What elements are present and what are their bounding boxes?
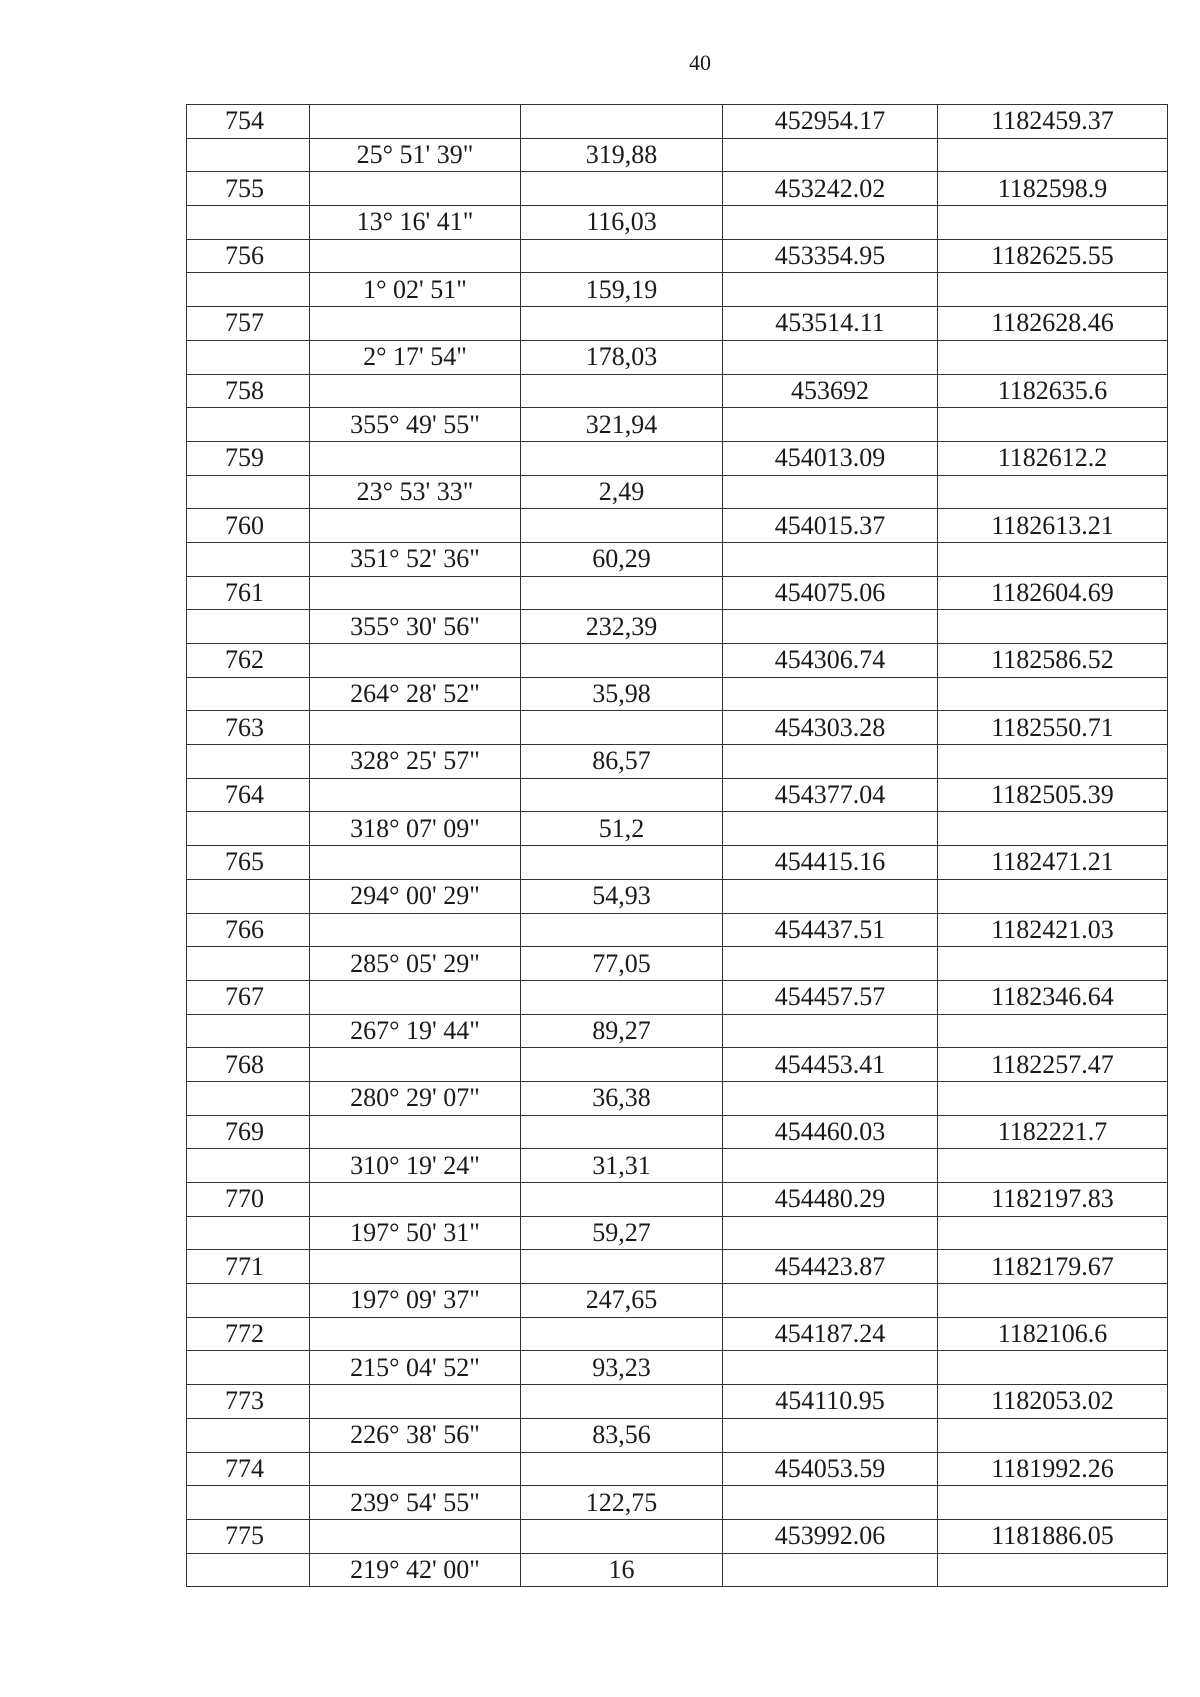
distance-cell [521,374,723,408]
x-coordinate-cell: 454437.51 [723,913,938,947]
point-number-cell: 756 [187,239,310,273]
point-number-cell: 759 [187,441,310,475]
x-coordinate-cell: 454013.09 [723,441,938,475]
segment-row [187,745,1168,779]
y-coordinate-cell: 1182586.52 [938,644,1168,678]
direction-angle-cell: 23° 53' 33" [310,475,521,509]
y-coordinate-cell [938,1418,1168,1452]
distance-cell: 54,93 [521,879,723,913]
x-coordinate-cell [723,879,938,913]
y-coordinate-cell: 1182179.67 [938,1250,1168,1284]
distance-cell [521,1250,723,1284]
direction-angle-cell [310,1317,521,1351]
point-number-cell: 772 [187,1317,310,1351]
segment-row [187,1553,1168,1587]
segment-row [187,677,1168,711]
x-coordinate-cell [723,610,938,644]
direction-angle-cell [310,239,521,273]
x-coordinate-cell [723,408,938,442]
direction-angle-cell [310,1048,521,1082]
direction-angle-cell: 355° 49' 55" [310,408,521,442]
x-coordinate-cell [723,273,938,307]
distance-cell [521,105,723,139]
x-coordinate-cell [723,138,938,172]
direction-angle-cell [310,1519,521,1553]
y-coordinate-cell [938,542,1168,576]
point-number-cell: 770 [187,1183,310,1217]
distance-cell [521,509,723,543]
direction-angle-cell [310,307,521,341]
direction-angle-cell: 294° 00' 29" [310,879,521,913]
y-coordinate-cell [938,475,1168,509]
point-number-cell [187,273,310,307]
point-number-cell [187,138,310,172]
point-number-cell [187,1284,310,1318]
point-row [187,778,1168,812]
y-coordinate-cell: 1182257.47 [938,1048,1168,1082]
y-coordinate-cell: 1182106.6 [938,1317,1168,1351]
distance-cell [521,441,723,475]
y-coordinate-cell: 1182346.64 [938,980,1168,1014]
direction-angle-cell [310,644,521,678]
point-number-cell: 769 [187,1115,310,1149]
point-number-cell [187,206,310,240]
direction-angle-cell: 280° 29' 07" [310,1081,521,1115]
y-coordinate-cell [938,1553,1168,1587]
distance-cell: 36,38 [521,1081,723,1115]
direction-angle-cell [310,105,521,139]
distance-cell: 178,03 [521,340,723,374]
point-number-cell [187,1553,310,1587]
point-number-cell [187,340,310,374]
point-row [187,307,1168,341]
x-coordinate-cell: 453354.95 [723,239,938,273]
x-coordinate-cell: 454075.06 [723,576,938,610]
direction-angle-cell: 13° 16' 41" [310,206,521,240]
direction-angle-cell: 318° 07' 09" [310,812,521,846]
segment-row [187,610,1168,644]
distance-cell [521,980,723,1014]
point-number-cell: 762 [187,644,310,678]
segment-row [187,879,1168,913]
distance-cell: 116,03 [521,206,723,240]
direction-angle-cell: 267° 19' 44" [310,1014,521,1048]
y-coordinate-cell [938,1486,1168,1520]
point-number-cell [187,1418,310,1452]
distance-cell [521,778,723,812]
x-coordinate-cell [723,1351,938,1385]
distance-cell [521,576,723,610]
segment-row [187,273,1168,307]
y-coordinate-cell [938,812,1168,846]
point-row [187,644,1168,678]
distance-cell: 93,23 [521,1351,723,1385]
x-coordinate-cell: 453692 [723,374,938,408]
y-coordinate-cell: 1181886.05 [938,1519,1168,1553]
y-coordinate-cell [938,1284,1168,1318]
segment-row [187,1014,1168,1048]
y-coordinate-cell: 1182635.6 [938,374,1168,408]
x-coordinate-cell: 454306.74 [723,644,938,678]
distance-cell: 159,19 [521,273,723,307]
y-coordinate-cell: 1182604.69 [938,576,1168,610]
y-coordinate-cell: 1182598.9 [938,172,1168,206]
distance-cell: 16 [521,1553,723,1587]
point-number-cell [187,1486,310,1520]
x-coordinate-cell [723,1284,938,1318]
direction-angle-cell: 264° 28' 52" [310,677,521,711]
x-coordinate-cell: 454303.28 [723,711,938,745]
distance-cell [521,307,723,341]
x-coordinate-cell [723,812,938,846]
x-coordinate-cell [723,1216,938,1250]
segment-row [187,138,1168,172]
point-number-cell [187,745,310,779]
direction-angle-cell: 285° 05' 29" [310,947,521,981]
y-coordinate-cell [938,1351,1168,1385]
segment-row [187,812,1168,846]
y-coordinate-cell: 1182612.2 [938,441,1168,475]
x-coordinate-cell: 454457.57 [723,980,938,1014]
y-coordinate-cell [938,408,1168,442]
point-number-cell: 757 [187,307,310,341]
point-number-cell: 767 [187,980,310,1014]
segment-row [187,1149,1168,1183]
y-coordinate-cell [938,610,1168,644]
point-row [187,1519,1168,1553]
y-coordinate-cell [938,879,1168,913]
point-number-cell: 766 [187,913,310,947]
y-coordinate-cell [938,1216,1168,1250]
point-number-cell [187,1351,310,1385]
point-number-cell: 760 [187,509,310,543]
point-number-cell [187,610,310,644]
direction-angle-cell [310,1385,521,1419]
point-row [187,172,1168,206]
distance-cell [521,1452,723,1486]
segment-row [187,947,1168,981]
y-coordinate-cell: 1182221.7 [938,1115,1168,1149]
y-coordinate-cell: 1181992.26 [938,1452,1168,1486]
x-coordinate-cell: 453514.11 [723,307,938,341]
point-row [187,509,1168,543]
point-number-cell [187,1081,310,1115]
point-number-cell [187,677,310,711]
direction-angle-cell [310,778,521,812]
point-row [187,239,1168,273]
y-coordinate-cell: 1182053.02 [938,1385,1168,1419]
direction-angle-cell: 25° 51' 39" [310,138,521,172]
direction-angle-cell: 351° 52' 36" [310,542,521,576]
point-number-cell [187,947,310,981]
distance-cell [521,846,723,880]
direction-angle-cell [310,980,521,1014]
x-coordinate-cell [723,206,938,240]
x-coordinate-cell [723,1081,938,1115]
direction-angle-cell [310,1115,521,1149]
direction-angle-cell: 1° 02' 51" [310,273,521,307]
point-row [187,1250,1168,1284]
direction-angle-cell [310,509,521,543]
point-number-cell: 765 [187,846,310,880]
x-coordinate-cell: 452954.17 [723,105,938,139]
point-row [187,980,1168,1014]
distance-cell [521,1183,723,1217]
x-coordinate-cell: 454110.95 [723,1385,938,1419]
point-number-cell: 774 [187,1452,310,1486]
point-number-cell [187,879,310,913]
segment-row [187,1351,1168,1385]
point-number-cell: 773 [187,1385,310,1419]
direction-angle-cell: 226° 38' 56" [310,1418,521,1452]
segment-row [187,475,1168,509]
distance-cell [521,172,723,206]
point-row [187,1385,1168,1419]
direction-angle-cell [310,441,521,475]
y-coordinate-cell: 1182613.21 [938,509,1168,543]
x-coordinate-cell: 454415.16 [723,846,938,880]
distance-cell: 232,39 [521,610,723,644]
x-coordinate-cell: 454460.03 [723,1115,938,1149]
x-coordinate-cell [723,677,938,711]
direction-angle-cell [310,374,521,408]
segment-row [187,542,1168,576]
direction-angle-cell [310,1250,521,1284]
x-coordinate-cell: 453242.02 [723,172,938,206]
distance-cell [521,913,723,947]
distance-cell: 89,27 [521,1014,723,1048]
x-coordinate-cell: 454053.59 [723,1452,938,1486]
x-coordinate-cell [723,1014,938,1048]
distance-cell [521,1115,723,1149]
x-coordinate-cell [723,947,938,981]
direction-angle-cell: 355° 30' 56" [310,610,521,644]
point-number-cell [187,475,310,509]
direction-angle-cell [310,576,521,610]
point-number-cell: 771 [187,1250,310,1284]
direction-angle-cell [310,913,521,947]
direction-angle-cell: 197° 09' 37" [310,1284,521,1318]
x-coordinate-cell: 453992.06 [723,1519,938,1553]
x-coordinate-cell: 454377.04 [723,778,938,812]
direction-angle-cell [310,1183,521,1217]
y-coordinate-cell: 1182505.39 [938,778,1168,812]
y-coordinate-cell: 1182628.46 [938,307,1168,341]
x-coordinate-cell [723,1486,938,1520]
distance-cell: 51,2 [521,812,723,846]
x-coordinate-cell [723,1553,938,1587]
direction-angle-cell: 197° 50' 31" [310,1216,521,1250]
direction-angle-cell: 310° 19' 24" [310,1149,521,1183]
coordinates-table [186,104,1168,1587]
direction-angle-cell: 239° 54' 55" [310,1486,521,1520]
direction-angle-cell: 2° 17' 54" [310,340,521,374]
distance-cell: 83,56 [521,1418,723,1452]
point-row [187,913,1168,947]
direction-angle-cell [310,1452,521,1486]
segment-row [187,408,1168,442]
point-number-cell: 755 [187,172,310,206]
point-row [187,711,1168,745]
distance-cell: 122,75 [521,1486,723,1520]
distance-cell [521,1519,723,1553]
point-number-cell: 768 [187,1048,310,1082]
x-coordinate-cell: 454015.37 [723,509,938,543]
segment-row [187,340,1168,374]
point-number-cell [187,1216,310,1250]
point-row [187,105,1168,139]
y-coordinate-cell: 1182550.71 [938,711,1168,745]
x-coordinate-cell [723,1418,938,1452]
distance-cell: 35,98 [521,677,723,711]
point-number-cell [187,408,310,442]
segment-row [187,1216,1168,1250]
distance-cell [521,1048,723,1082]
segment-row [187,1081,1168,1115]
distance-cell [521,1317,723,1351]
distance-cell: 86,57 [521,745,723,779]
distance-cell: 59,27 [521,1216,723,1250]
x-coordinate-cell: 454453.41 [723,1048,938,1082]
x-coordinate-cell [723,745,938,779]
point-number-cell: 764 [187,778,310,812]
x-coordinate-cell [723,475,938,509]
x-coordinate-cell: 454423.87 [723,1250,938,1284]
direction-angle-cell: 328° 25' 57" [310,745,521,779]
y-coordinate-cell: 1182459.37 [938,105,1168,139]
distance-cell [521,239,723,273]
point-number-cell: 761 [187,576,310,610]
point-row [187,374,1168,408]
x-coordinate-cell: 454480.29 [723,1183,938,1217]
y-coordinate-cell [938,1081,1168,1115]
point-row [187,1452,1168,1486]
x-coordinate-cell [723,1149,938,1183]
distance-cell: 319,88 [521,138,723,172]
y-coordinate-cell [938,745,1168,779]
point-number-cell [187,1014,310,1048]
point-row [187,1048,1168,1082]
coordinates-table-body [187,105,1168,1587]
x-coordinate-cell [723,542,938,576]
direction-angle-cell: 215° 04' 52" [310,1351,521,1385]
y-coordinate-cell [938,206,1168,240]
y-coordinate-cell: 1182197.83 [938,1183,1168,1217]
y-coordinate-cell [938,273,1168,307]
point-number-cell: 775 [187,1519,310,1553]
distance-cell: 321,94 [521,408,723,442]
point-number-cell [187,542,310,576]
point-row [187,1183,1168,1217]
segment-row [187,1418,1168,1452]
y-coordinate-cell [938,1149,1168,1183]
direction-angle-cell [310,711,521,745]
y-coordinate-cell [938,947,1168,981]
segment-row [187,1486,1168,1520]
distance-cell: 247,65 [521,1284,723,1318]
point-number-cell: 758 [187,374,310,408]
distance-cell: 60,29 [521,542,723,576]
point-row [187,576,1168,610]
distance-cell [521,1385,723,1419]
point-row [187,846,1168,880]
y-coordinate-cell: 1182625.55 [938,239,1168,273]
point-row [187,441,1168,475]
distance-cell: 31,31 [521,1149,723,1183]
y-coordinate-cell [938,1014,1168,1048]
direction-angle-cell [310,172,521,206]
y-coordinate-cell: 1182471.21 [938,846,1168,880]
page-number: 40 [689,50,711,75]
x-coordinate-cell: 454187.24 [723,1317,938,1351]
point-number-cell [187,812,310,846]
point-number-cell: 754 [187,105,310,139]
distance-cell [521,644,723,678]
y-coordinate-cell [938,677,1168,711]
distance-cell: 77,05 [521,947,723,981]
y-coordinate-cell [938,138,1168,172]
point-number-cell [187,1149,310,1183]
distance-cell [521,711,723,745]
segment-row [187,1284,1168,1318]
segment-row [187,206,1168,240]
x-coordinate-cell [723,340,938,374]
point-row [187,1317,1168,1351]
y-coordinate-cell: 1182421.03 [938,913,1168,947]
point-row [187,1115,1168,1149]
y-coordinate-cell [938,340,1168,374]
direction-angle-cell: 219° 42' 00" [310,1553,521,1587]
point-number-cell: 763 [187,711,310,745]
distance-cell: 2,49 [521,475,723,509]
direction-angle-cell [310,846,521,880]
